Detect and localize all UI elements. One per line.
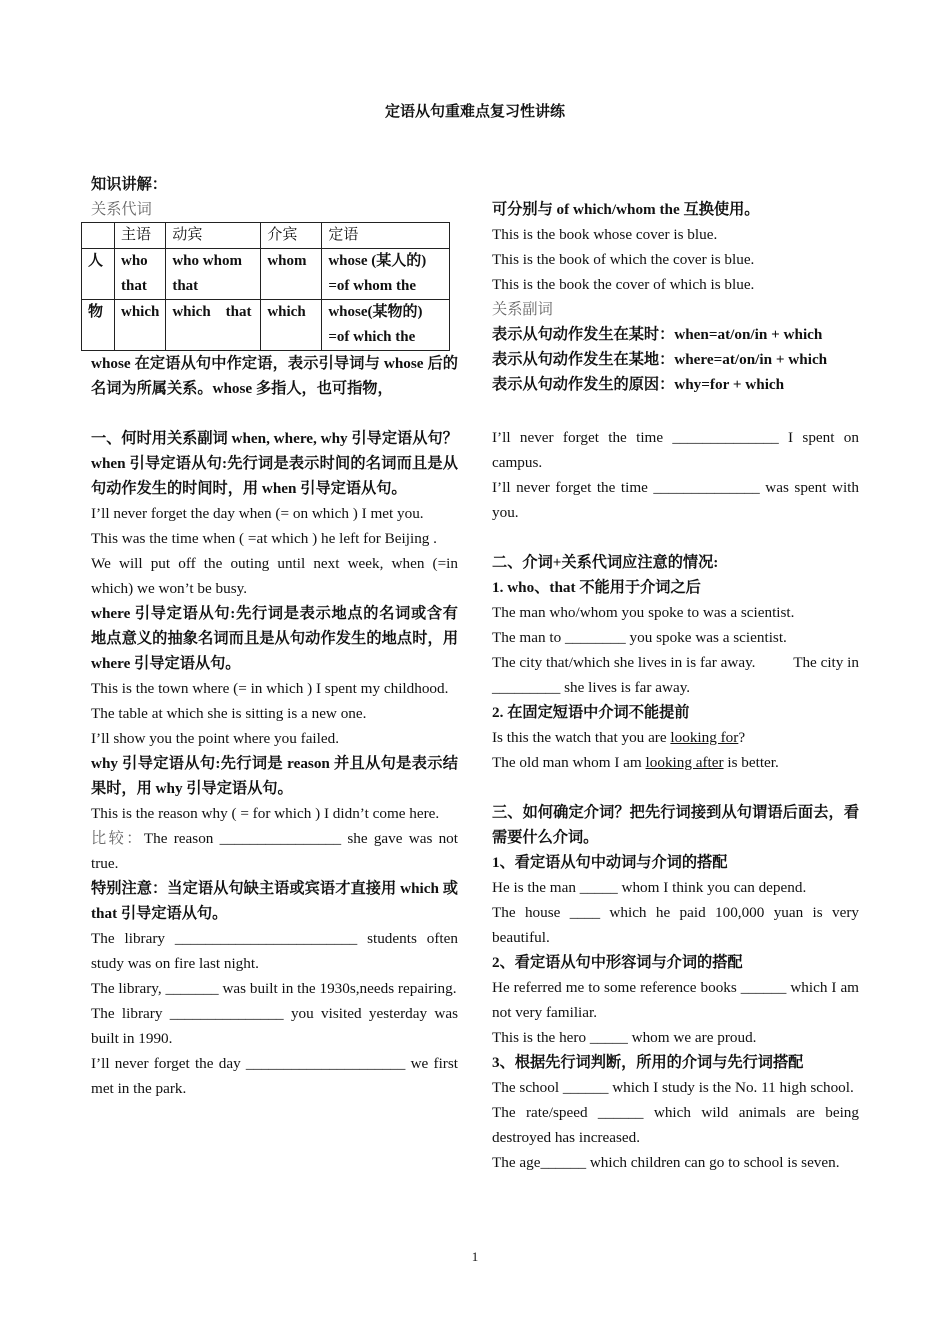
sentence-part: Is this the watch that you are <box>492 729 671 746</box>
section-3-point-3: 3、根据先行词判断，所用的介词与先行词搭配 <box>492 1054 804 1071</box>
left-column <box>88 172 458 1101</box>
when-rule: when 引导定语从句:先行词是表示时间的名词而且是从句动作发生的时间时，用 when 引导定语从句。 <box>91 455 458 497</box>
heading-knowledge: 知识讲解： <box>91 176 167 193</box>
section-1-title: 一、何时用关系副词 when, where, why 引导定语从句？ <box>91 430 458 447</box>
table-cell: 人 <box>82 249 115 300</box>
exercise-sentence: The library ________________________ students often study was on fire last night. <box>91 930 458 972</box>
section-3-point-2: 2、看定语从句中形容词与介词的搭配 <box>492 954 743 971</box>
whose-continuation: 可分别与 of which/whom the 互换使用。 <box>492 201 760 218</box>
table-cell: 物 <box>82 300 115 351</box>
underlined-phrase: looking after <box>645 754 724 771</box>
book-example: This is the book whose cover is blue. <box>492 226 718 243</box>
table-cell: whose(某物的) =of which the <box>322 300 450 351</box>
table-cell: who that <box>115 249 166 300</box>
special-note: 特别注意：当定语从句缺主语或宾语才直接用 which 或 that 引导定语从句。 <box>91 880 458 922</box>
table-row <box>82 300 450 351</box>
book-example: This is the book of which the cover is blue. <box>492 251 755 268</box>
when-example: I’ll never forget the day when (= on which ) I met you. <box>91 505 424 522</box>
adverb-rule-place: 表示从句动作发生在某地：where=at/on/in + which <box>492 351 828 368</box>
example-sentence <box>492 725 859 750</box>
exercise-sentence: The age______ which children can go to school is seven. <box>492 1154 840 1171</box>
table-header-cell: 动宾 <box>166 223 261 249</box>
where-example: I’ll show you the point where you failed. <box>91 730 340 747</box>
table-header-cell: 介宾 <box>261 223 322 249</box>
section-3-point-1: 1、看定语从句中动词与介词的搭配 <box>492 854 728 871</box>
section-2-title: 二、介词+关系代词应注意的情况: <box>492 554 719 571</box>
example-sentence: The city that/which she lives in is far away. The city in _________ she lives is far away. <box>492 654 863 696</box>
underlined-phrase: looking for <box>670 729 739 746</box>
example-sentence: The man to ________ you spoke was a scientist. <box>492 629 787 646</box>
compare-text: The reason ________________ she gave was not true. <box>91 830 458 872</box>
right-column <box>492 197 863 1175</box>
exercise-sentence: I’ll never forget the time ______________ was spent with you. <box>492 479 859 521</box>
table-header-cell: 定语 <box>322 223 450 249</box>
sentence-part: ? <box>738 729 746 746</box>
table-header-cell: 主语 <box>115 223 166 249</box>
section-3-title: 三、如何确定介词？把先行词接到从句谓语后面去，看需要什么介词。 <box>492 804 859 846</box>
heading-relative-pronouns: 关系代词 <box>91 201 152 218</box>
where-example: The table at which she is sitting is a new one. <box>91 705 367 722</box>
example-sentence <box>492 750 859 775</box>
table-header-cell <box>82 223 115 249</box>
exercise-sentence: The rate/speed ______ which wild animals are being destroyed has increased. <box>492 1104 859 1146</box>
where-example: This is the town where (= in which ) I spent my childhood. <box>91 680 449 697</box>
when-example: We will put off the outing until next week, when (=in which) we won’t be busy. <box>91 555 458 597</box>
compare-label: 比较： <box>91 830 144 847</box>
exercise-sentence: The library, _______ was built in the 1930s,needs repairing. <box>91 980 457 997</box>
section-2-point-1: 1. who、that 不能用于介词之后 <box>492 579 701 596</box>
exercise-sentence: I’ll never forget the time ______________ I spent on campus. <box>492 429 859 471</box>
document-title: 定语从句重难点复习性讲练 <box>384 104 565 120</box>
table-cell: which <box>261 300 322 351</box>
example-sentence: The man who/whom you spoke to was a scientist. <box>492 604 795 621</box>
table-cell: whose (某人的) =of whom the <box>322 249 450 300</box>
sentence-part: is better. <box>723 754 779 771</box>
sentence-part: The old man whom I am <box>492 754 646 771</box>
exercise-sentence: The library _______________ you visited yesterday was built in 1990. <box>91 1005 458 1047</box>
exercise-sentence: He is the man _____ whom I think you can depend. <box>492 879 807 896</box>
relative-pronoun-table <box>81 222 450 351</box>
exercise-sentence: The house ____ which he paid 100,000 yuan is very beautiful. <box>492 904 859 946</box>
heading-relative-adverbs: 关系副词 <box>492 301 553 318</box>
exercise-sentence: I’ll never forget the day _____________________ we first met in the park. <box>91 1055 458 1097</box>
where-rule: where 引导定语从句:先行词是表示地点的名词或含有地点意义的抽象名词而且是从句动作发生的地点时，用 where 引导定语从句。 <box>91 605 458 672</box>
table-header-row <box>82 223 450 249</box>
when-example: This was the time when ( =at which ) he left for Beijing . <box>91 530 437 547</box>
exercise-sentence: This is the hero _____ whom we are proud. <box>492 1029 757 1046</box>
page-number: 1 <box>471 1249 479 1264</box>
book-example: This is the book the cover of which is blue. <box>492 276 755 293</box>
table-cell: which that <box>166 300 261 351</box>
table-cell: which <box>115 300 166 351</box>
table-row <box>82 249 450 300</box>
whose-note: whose 在定语从句中作定语，表示引导词与 whose 后的名词为所属关系。whose 多指人，也可指物， <box>91 355 458 397</box>
adverb-rule-time: 表示从句动作发生在某时：when=at/on/in + which <box>492 326 823 343</box>
compare-example <box>91 826 458 876</box>
section-2-point-2: 2. 在固定短语中介词不能提前 <box>492 704 690 721</box>
adverb-rule-reason: 表示从句动作发生的原因：why=for + which <box>492 376 785 393</box>
table-cell: who whom that <box>166 249 261 300</box>
table-cell: whom <box>261 249 322 300</box>
why-rule: why 引导定语从句:先行词是 reason 并且从句是表示结果时，用 why 引导定语从句。 <box>91 755 458 797</box>
exercise-sentence: He referred me to some reference books ______ which I am not very familiar. <box>492 979 859 1021</box>
why-example: This is the reason why ( = for which ) I didn’t come here. <box>91 805 440 822</box>
exercise-sentence: The school ______ which I study is the No. 11 high school. <box>492 1079 854 1096</box>
